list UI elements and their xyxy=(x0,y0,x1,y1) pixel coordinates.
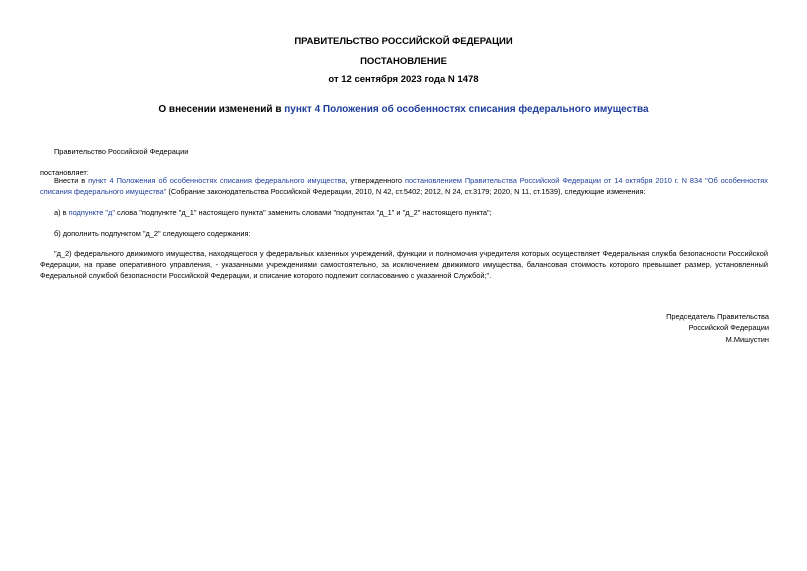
p1-mid: , утвержденного xyxy=(345,176,405,185)
title-link[interactable]: пункт 4 Положения об особенностях списания федерального имущества xyxy=(284,104,649,115)
p1-rest: (Собрание законодательства Российской Федерации, 2010, N 42, ст.5402; 2012, N 24, ст.3179; 2020, N 11, ст.1539), следующие изменения: xyxy=(166,187,646,197)
doc-type-heading: ПОСТАНОВЛЕНИЕ xyxy=(360,56,447,67)
signature-block xyxy=(666,311,769,345)
p1-link-clause[interactable]: пункт 4 Положения об особенностях списания федерального имущества xyxy=(88,176,346,185)
paragraph-main xyxy=(40,175,768,197)
date-number-heading: от 12 сентября 2023 года N 1478 xyxy=(328,74,479,85)
item-a xyxy=(54,207,492,218)
resolves-line: постановляет: xyxy=(40,168,89,177)
item-a-prefix: а) в xyxy=(54,208,69,217)
title-prefix: О внесении изменений в xyxy=(158,104,285,115)
item-a-link[interactable]: подпункте "д" xyxy=(68,208,115,217)
p1-intro: Внести в xyxy=(54,176,89,185)
item-b: б) дополнить подпунктом "д_2" следующего содержания: xyxy=(54,229,251,238)
signature-position-line2: Российской Федерации xyxy=(688,323,769,333)
signature-name: М.Мишустин xyxy=(725,334,769,344)
quoted-subclause: "д_2) федерального движимого имущества, находящегося у федеральных казенных учреждений, функции и полномочия учредителя которых осуществляет Федеральная служба безопасности Российской Федерации, на праве оперативного управления, - указанными учреждениями самостоятельно, за исключением движимого имущества, балансовая стоимость которого превышает размер, установленный Федеральной службой безопасности Российской Федерации, и списание которого подлежит согласованию с указанной Службой;". xyxy=(40,249,768,281)
p1-link-resolution[interactable]: постановлением Правительства Российской Федерации от 14 октября 2010 г. N 834 "Об особенностях списания федерального имущества" xyxy=(40,176,768,197)
item-a-rest: слова "подпункте "д_1" настоящего пункта" заменить словами "подпунктах "д_1" и "д_2" настоящего пункта"; xyxy=(115,208,492,217)
government-line: Правительство Российской Федерации xyxy=(54,147,189,156)
org-heading: ПРАВИТЕЛЬСТВО РОССИЙСКОЙ ФЕДЕРАЦИИ xyxy=(294,36,513,47)
signature-position-line1: Председатель Правительства xyxy=(666,312,769,321)
document-title xyxy=(0,104,807,116)
